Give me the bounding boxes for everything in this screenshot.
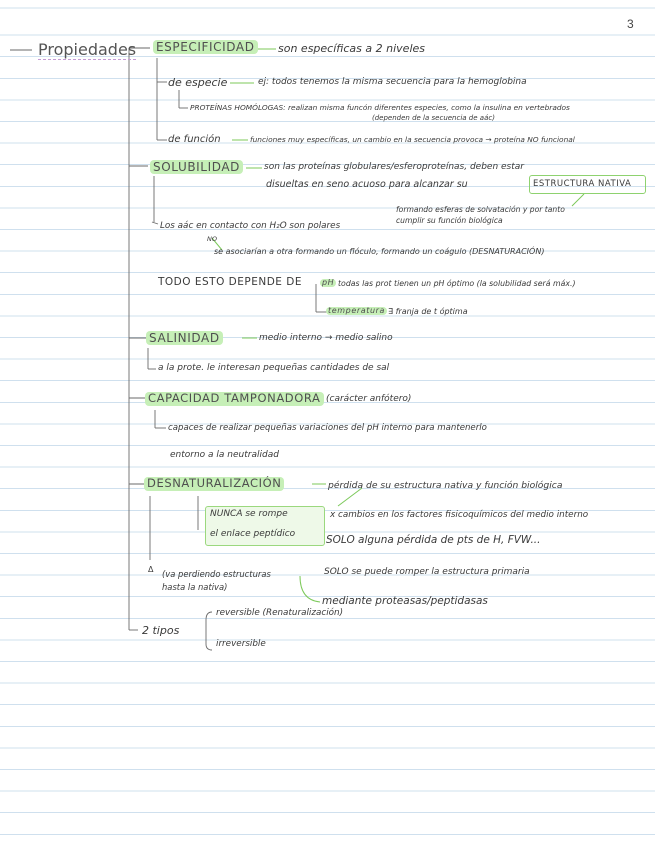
desnaturalizacion-desc: pérdida de su estructura nativa y función biológica <box>328 480 563 491</box>
solubilidad-desc-line2: disueltas en seno acuoso para alcanzar su <box>266 179 468 190</box>
no-label: NO <box>207 235 217 243</box>
salinidad-heading: SALINIDAD <box>146 331 223 345</box>
anfotero-note: (carácter anfótero) <box>326 394 412 404</box>
solvatacion-note-line1: formando esferas de solvatación y por tanto <box>396 205 565 214</box>
especificidad-desc: son específicas a 2 niveles <box>278 42 425 55</box>
temperatura-desc: ∃ franja de t óptima <box>388 307 468 316</box>
nunca-line2: el enlace peptídico <box>210 529 296 539</box>
nunca-line1: NUNCA se rompe <box>210 509 288 519</box>
solo-estructura-primaria: SOLO se puede romper la estructura primaria <box>324 567 530 577</box>
tipos-label: 2 tipos <box>142 624 180 637</box>
de-especie-label: de especie <box>168 76 228 89</box>
temperatura-label: temperatura <box>328 306 386 315</box>
homologas-note: (dependen de la secuencia de aác) <box>372 114 495 122</box>
de-funcion-desc: funciones muy específicas, un cambio en la secuencia provoca → proteína NO funcional <box>250 135 575 144</box>
de-especie-desc: ej: todos tenemos la misma secuencia para la hemoglobina <box>258 77 527 87</box>
proteinas-homologas: PROTEÍNAS HOMÓLOGAS: realizan misma funcón diferentes especies, como la insulina en vertebrados <box>190 103 570 112</box>
cambios-factores: x cambios en los factores fisicoquímicos del medio interno <box>330 510 589 520</box>
ph-desc: todas las prot tienen un pH óptimo (la solubilidad será máx.) <box>338 279 576 288</box>
perdiendo-line2: hasta la nativa) <box>162 582 228 592</box>
aac-polares: Los aác en contacto con H₂O son polares <box>160 221 341 231</box>
tipo-reversible: reversible (Renaturalización) <box>216 608 344 618</box>
especificidad-heading: ESPECIFICIDAD <box>153 40 258 54</box>
solubilidad-heading: SOLUBILIDAD <box>150 160 243 174</box>
solo-perdida: SOLO alguna pérdida de pts de H, FVW... <box>326 534 541 546</box>
perdiendo-line1: (va perdiendo estructuras <box>162 569 271 579</box>
mediante-proteasas: mediante proteasas/peptidasas <box>322 595 488 607</box>
estructura-nativa: ESTRUCTURA NATIVA <box>533 179 632 189</box>
salinidad-line2: a la prote. le interesan pequeñas cantidades de sal <box>158 363 390 373</box>
page-number: 3 <box>627 17 634 31</box>
de-funcion-label: de función <box>168 134 221 145</box>
page-title: Propiedades <box>38 40 137 59</box>
ph-label: pH <box>322 278 335 287</box>
delta-icon: Δ <box>148 565 154 574</box>
solubilidad-desc-line1: son las proteínas globulares/esferoproteínas, deben estar <box>264 162 524 172</box>
capacidad-line2: entorno a la neutralidad <box>170 450 279 460</box>
salinidad-desc: medio interno → medio salino <box>259 333 393 343</box>
desnaturalizacion-heading: DESNATURALIZACIÓN <box>144 477 284 491</box>
tipo-irreversible: irreversible <box>216 639 266 649</box>
capacidad-tamponadora-heading: CAPACIDAD TAMPONADORA <box>145 392 324 406</box>
solvatacion-note-line2: cumplir su función biológica <box>396 216 503 225</box>
coagulo-desc: se asociarían a otra formando un flóculo, formando un coágulo (DESNATURACIÓN) <box>214 247 545 256</box>
depende-de: TODO ESTO DEPENDE DE <box>158 276 302 288</box>
capacidad-line1: capaces de realizar pequeñas variaciones del pH interno para mantenerlo <box>168 423 487 433</box>
